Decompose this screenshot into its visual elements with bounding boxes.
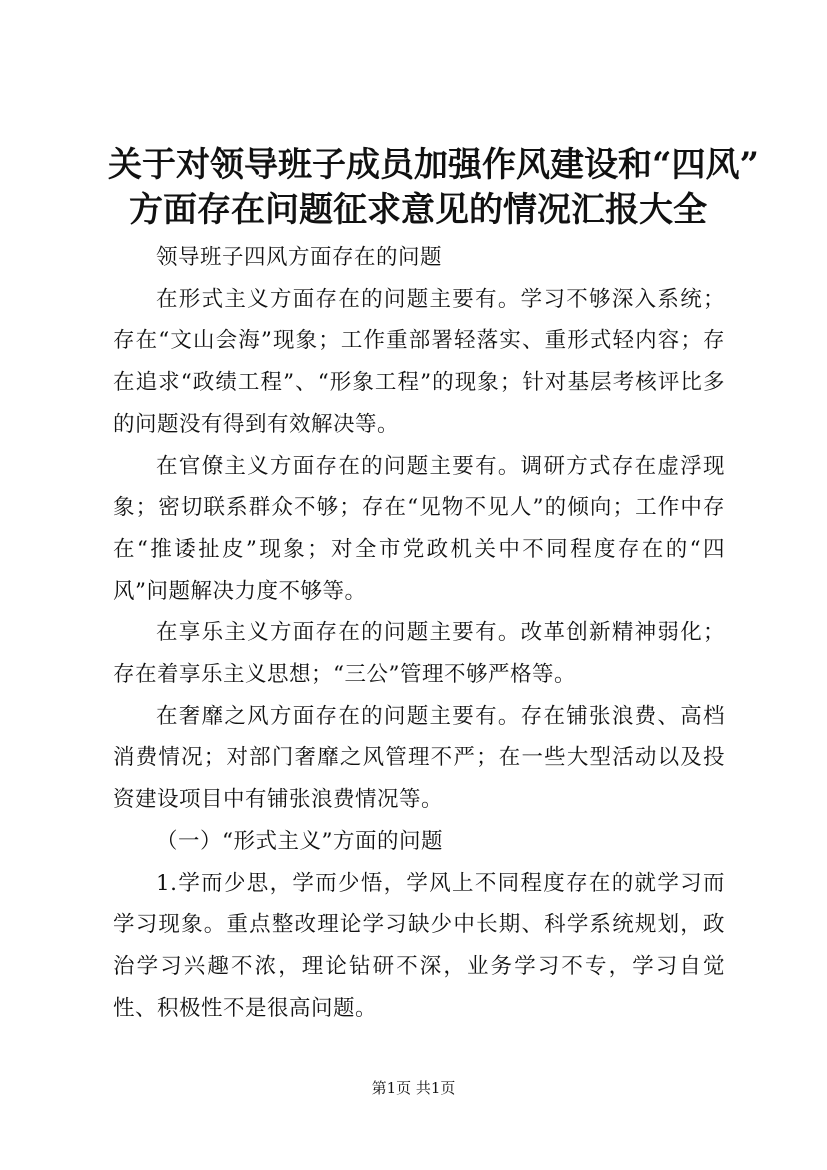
paragraph-hedonism: 在享乐主义方面存在的问题主要有。改革创新精神弱化；存在着享乐主义思想；“三公”管理不够严格等。 xyxy=(113,620,725,688)
section-heading: 领导班子四风方面存在的问题 xyxy=(156,245,443,270)
title-line-1: 关于对领导班子成员加强作风建设和“四风” xyxy=(108,145,760,185)
paragraph-item-1: 1.学而少思，学而少悟，学风上不同程度存在的就学习而学习现象。重点整改理论学习缺少中长期、科学系统规划，政治学习兴趣不浓，理论钻研不深，业务学习不专，学习自觉性、积极性不是很高问题。 xyxy=(113,870,725,1021)
paragraph-bureaucratism: 在官僚主义方面存在的问题主要有。调研方式存在虚浮现象；密切联系群众不够；存在“见物不见人”的倾向；工作中存在“推诿扯皮”现象；对全市党政机关中不同程度存在的“四风”问题解决力度不够等。 xyxy=(113,453,725,604)
page-number-footer: 第1页 共1页 xyxy=(371,1079,456,1097)
document-title xyxy=(108,143,760,233)
paragraph-extravagance: 在奢靡之风方面存在的问题主要有。存在铺张浪费、高档消费情况；对部门奢靡之风管理不严；在一些大型活动以及投资建设项目中有铺张浪费情况等。 xyxy=(113,703,725,813)
subsection-heading: （一）“形式主义”方面的问题 xyxy=(156,828,443,854)
document-body xyxy=(113,237,725,1029)
title-line-2: 方面存在问题征求意见的情况汇报大全 xyxy=(129,190,707,230)
paragraph-formalism: 在形式主义方面存在的问题主要有。学习不够深入系统；存在“文山会海”现象；工作重部署轻落实、重形式轻内容；存在追求“政绩工程”、“形象工程”的现象；针对基层考核评比多的问题没有得到有效解决等。 xyxy=(113,286,725,437)
